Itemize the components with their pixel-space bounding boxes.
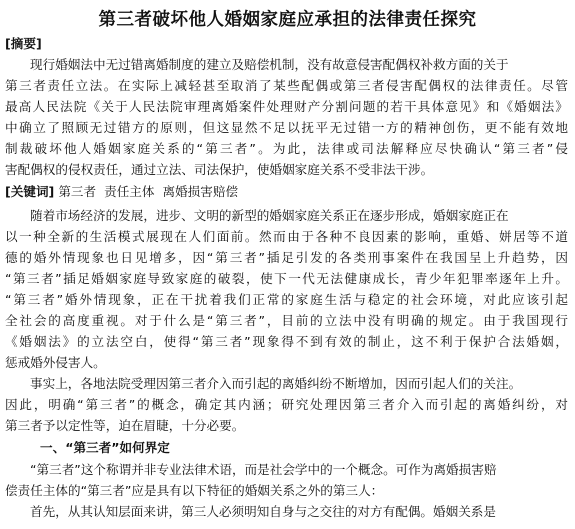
abstract-line: 害配偶权的侵权责任，通过立法、司法保护，使婚姻家庭关系不受非法干涉。 — [5, 162, 434, 177]
section-heading: 一、“第三者”如何界定 — [40, 440, 170, 455]
body-line: “第三者”插足婚姻家庭导致家庭的破裂，使下一代无法健康成长，青少年犯罪率逐年上升。 — [5, 271, 568, 286]
body-line: 第三者予以定性等，迫在眉睫，十分必要。 — [5, 418, 245, 433]
body-line: 德的婚外情现象也日见增多，因“第三者”插足引发的各类刑事案件在我国呈上升趋势，因 — [5, 250, 568, 265]
abstract-label: [摘要] — [5, 36, 42, 51]
abstract-line: 第三者责任立法。在实际上减轻甚至取消了某些配偶或第三者侵害配偶权的法律责任。尽管 — [5, 78, 568, 93]
body-line: 随着市场经济的发展，进步、文明的新型的婚姻家庭关系正在逐步形成，婚姻家庭正在 — [30, 208, 509, 223]
page-title: 第三者破坏他人婚姻家庭应承担的法律责任探究 — [98, 10, 477, 30]
keywords-label: [关键词] — [5, 184, 55, 199]
section-line: “第三者”这个称谓并非专业法律术语，而是社会学中的一个概念。可作为离婚损害赔 — [30, 462, 497, 477]
body-line: 以一种全新的生活模式展现在人们面前。然而由于各种不良因素的影响，重婚、姘居等不道 — [5, 229, 568, 244]
section-line: 偿责任主体的“第三者”应是具有以下特征的婚姻关系之外的第三人： — [5, 483, 384, 498]
body-line: 事实上，各地法院受理因第三者介入而引起的离婚纠纷不断增加，因而引起人们的关注。 — [30, 376, 522, 391]
abstract-line: 现行婚姻法中无过错离婚制度的建立及赔偿机制，没有故意侵害配偶权补救方面的关于 — [30, 57, 509, 72]
abstract-line: 制裁破坏他人婚姻家庭关系的“第三者”。为此，法律或司法解释应尽快确认“第三者”侵 — [5, 141, 568, 156]
body-line: 《婚姻法》的立法空白，使得“第三者”现象得不到有效的制止，这不利于保护合法婚姻， — [5, 334, 568, 349]
abstract-line: 最高人民法院《关于人民法院审理离婚案件处理财产分割问题的若干具体意见》和《婚姻法》 — [5, 99, 568, 114]
abstract-line: 中确立了照顾无过错方的原则，但这显然不足以抚平无过错一方的精神创伤，更不能有效地 — [5, 120, 568, 135]
body-line: 因此，明确“第三者”的概念，确定其内涵；研究处理因第三者介入而引起的离婚纠纷，对 — [5, 397, 568, 412]
section-line: 首先，从其认知层面来讲，第三人必须明知自身与之交往的对方有配偶。婚姻关系是 — [30, 504, 496, 519]
body-line: “第三者”婚外情现象，正在干扰着我们正常的家庭生活与稳定的社会环境，对此应该引起 — [5, 292, 568, 307]
body-line: 全社会的高度重视。对于什么是“第三者”，目前的立法中没有明确的规定。由于我国现行 — [5, 313, 568, 328]
keywords-text: 第三者 责任主体 离婚损害赔偿 — [58, 184, 239, 199]
body-line: 惩戒婚外侵害人。 — [5, 355, 106, 370]
keywords-row — [5, 181, 568, 202]
